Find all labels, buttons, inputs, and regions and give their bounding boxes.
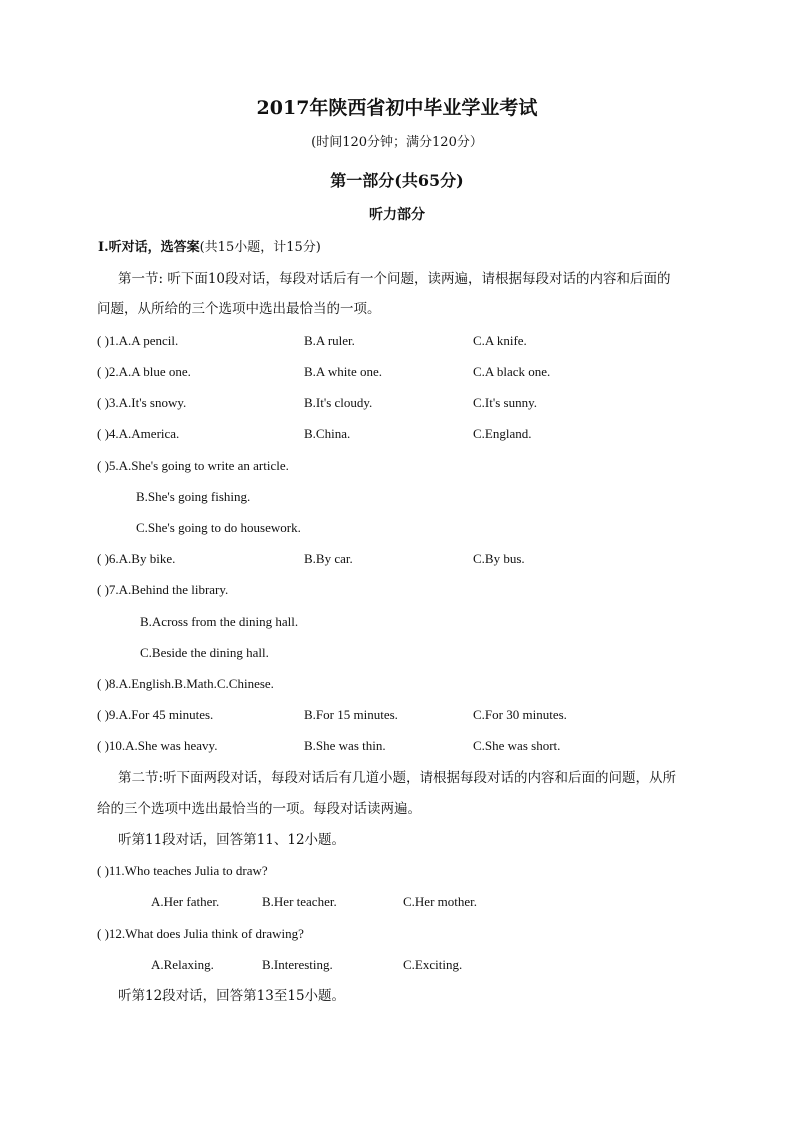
question-1: ( )1.A.A pencil. (97, 333, 179, 348)
question-4-option-b: B.China. (304, 426, 351, 441)
question-11: ( )11.Who teaches Julia to draw? (97, 863, 268, 878)
dialog-11-instruction: 听第11段对话，回答第11、12小题。 (118, 832, 346, 848)
question-12-option-c: C.Exciting. (403, 957, 463, 972)
question-11-option-a: A.Her father. (151, 894, 220, 909)
question-6: ( )6.A.By bike. (97, 551, 176, 566)
question-1-option-c: C.A knife. (473, 333, 527, 348)
question-2: ( )2.A.A blue one. (97, 364, 191, 379)
section1-intro-line2: 问题，从所给的三个选项中选出最恰当的一项。 (97, 301, 381, 317)
question-9-option-c: C.For 30 minutes. (473, 707, 567, 722)
question-3: ( )3.A.It's snowy. (97, 395, 187, 410)
question-11-option-c: C.Her mother. (403, 894, 478, 909)
question-6-option-b: B.By car. (304, 551, 353, 566)
section1-intro-line1: 第一节: 听下面10段对话，每段对话后有一个问题，读两遍，请根据每段对话的内容和后面的 (118, 271, 671, 287)
question-10-option-c: C.She was short. (473, 738, 561, 753)
section2-intro-line2: 给的三个选项中选出最恰当的一项。每段对话读两遍。 (97, 801, 421, 817)
question-4-option-c: C.England. (473, 426, 532, 441)
dialog-12-instruction: 听第12段对话，回答第13至15小题。 (118, 988, 346, 1004)
question-12-option-b: B.Interesting. (262, 957, 333, 972)
question-12: ( )12.What does Julia think of drawing? (97, 926, 304, 941)
question-9: ( )9.A.For 45 minutes. (97, 707, 214, 722)
section2-intro-line1: 第二节:听下面两段对话，每段对话后有几道小题，请根据每段对话的内容和后面的问题，从所 (118, 770, 677, 786)
question-5-option-b: B.She's going fishing. (136, 489, 251, 504)
section-heading: 听力部分 (369, 207, 425, 223)
question-11-option-b: B.Her teacher. (262, 894, 337, 909)
question-2-option-b: B.A white one. (304, 364, 382, 379)
section1-heading-rest: (共15小题，计15分) (199, 240, 321, 255)
question-1-option-b: B.A ruler. (304, 333, 355, 348)
section1-heading (98, 240, 321, 256)
question-2-option-c: C.A black one. (473, 364, 551, 379)
section1-heading-bold: I.听对话，选答案 (98, 240, 200, 255)
question-10: ( )10.A.She was heavy. (97, 738, 218, 753)
part-heading: 第一部分(共65分) (330, 171, 464, 190)
question-7: ( )7.A.Behind the library. (97, 582, 229, 597)
question-3-option-c: C.It's sunny. (473, 395, 537, 410)
question-12-option-a: A.Relaxing. (151, 957, 214, 972)
question-7-option-b: B.Across from the dining hall. (140, 614, 299, 629)
question-5: ( )5.A.She's going to write an article. (97, 458, 289, 473)
question-7-option-c: C.Beside the dining hall. (140, 645, 269, 660)
question-10-option-b: B.She was thin. (304, 738, 386, 753)
exam-subtitle: (时间120分钟；满分120分） (311, 135, 483, 150)
exam-title: 2017年陕西省初中毕业学业考试 (256, 97, 538, 119)
question-5-option-c: C.She's going to do housework. (136, 520, 301, 535)
question-9-option-b: B.For 15 minutes. (304, 707, 398, 722)
question-4: ( )4.A.America. (97, 426, 180, 441)
question-3-option-b: B.It's cloudy. (304, 395, 373, 410)
question-6-option-c: C.By bus. (473, 551, 525, 566)
question-8: ( )8.A.English.B.Math.C.Chinese. (97, 676, 274, 691)
